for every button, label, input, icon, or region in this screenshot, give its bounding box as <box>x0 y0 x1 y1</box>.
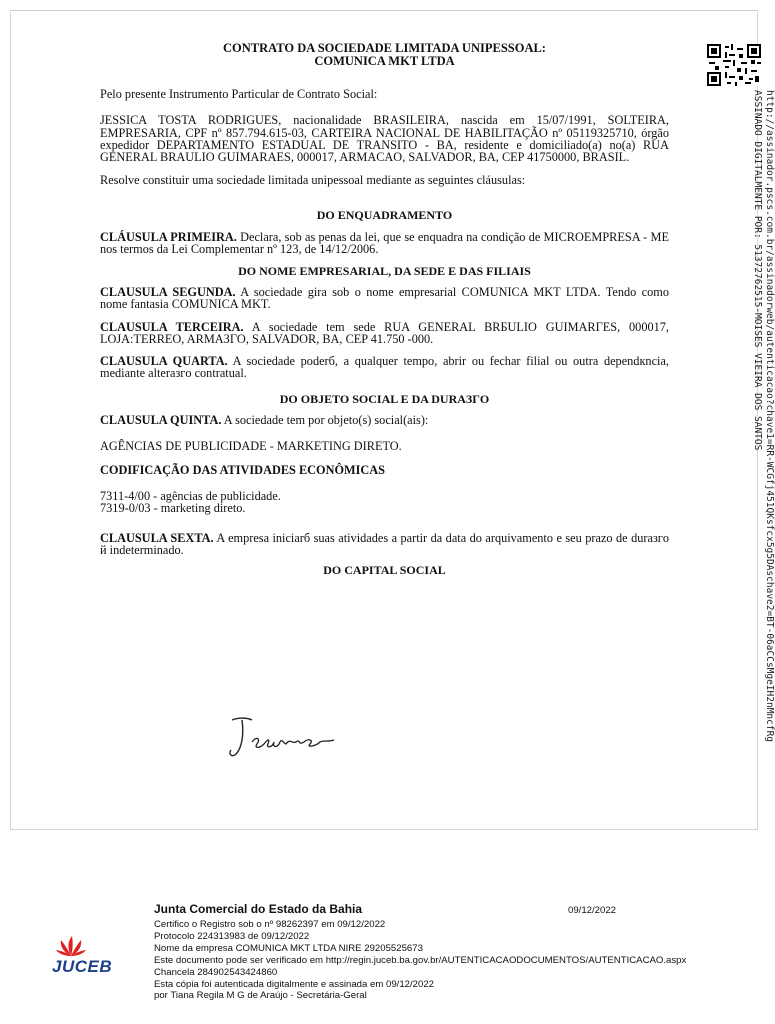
contract-title-line2: COMUNICA MKT LTDA <box>314 53 455 68</box>
clause-4-text: A sociedade poderб, a qualquer tempo, abrir ou fechar filial ou outra dependкncia, mediante alteraзгo contratual. <box>100 354 669 381</box>
clause-2 <box>100 286 669 311</box>
footer-line-secretaria: por Tiana Regila M G de Araújo - Secretária-Geral <box>154 990 367 1002</box>
footer-line-protocolo: Protocolo 224313983 de 09/12/2022 <box>154 930 310 942</box>
footer-org-name: Junta Comercial do Estado da Bahia <box>154 902 363 916</box>
resolve-paragraph: Resolve constituir uma sociedade limitada unipessoal mediante as seguintes cláusulas: <box>100 173 526 188</box>
clause-2-label: CLAUSULA SEGUNDA. <box>100 284 236 299</box>
activity-code-1: 7311-4/00 - agências de publicidade. <box>100 488 281 503</box>
heading-nome-sede: DO NOME EMPRESARIAL, DA SEDE E DAS FILIAIS <box>238 263 531 278</box>
clause-3 <box>100 321 669 346</box>
clause-4-label: CLAUSULA QUARTA. <box>100 354 228 369</box>
clause-5-label: CLAUSULA QUINTA. <box>100 413 222 428</box>
contract-title-line1: CONTRATO DA SOCIEDADE LIMITADA UNIPESSOAL: <box>223 41 546 55</box>
footer-line-autenticada: Esta cópia foi autenticada digitalmente e assinada em 09/12/2022 <box>154 978 435 990</box>
heading-codificacao: CODIFICAÇÃO DAS ATIVIDADES ECONÔMICAS <box>100 462 386 477</box>
clause-5 <box>100 414 669 426</box>
footer-line-chancela: Chancela 284902543424860 <box>154 966 278 978</box>
party-qualification: JESSICA TOSTA RODRIGUES, nacionalidade BRASILEIRA, nascida em 15/07/1991, SOLTEIRA, EMPRESARIA, CPF nº 857.794.615-03, CARTEIRA NACIONAL DE HABILITAÇÃO nº 05119325710, órgão expedidor DEPARTAMENTO ESTADUAL DE TRANSITO - BA, residente e domiciliado(a) no(a) RUA GENERAL BRAULIO GUIMARAES, 000017, ARMACAO, SALVADOR, BA, CEP 41750000, BRASIL. <box>100 113 669 165</box>
digital-signature-stamp <box>751 90 775 742</box>
footer-line-registro: Certifico o Registro sob o nº 98262397 em 09/12/2022 <box>154 919 386 930</box>
top-rule <box>10 10 758 11</box>
signature-image <box>226 714 346 764</box>
footer-date: 09/12/2022 <box>568 905 617 916</box>
clause-6 <box>100 532 669 557</box>
clause-4 <box>100 355 669 380</box>
clause-1-label: CLÁUSULA PRIMEIRA. <box>100 230 237 245</box>
activity-code-2: 7319-0/03 - marketing direto. <box>100 501 246 516</box>
contract-body <box>100 42 669 576</box>
clause-1 <box>100 231 669 256</box>
clause-3-text: A sociedade tem sede RUA GENERAL BRБULIO GUIMARГES, 000017, LOJA:TERREO, ARMAЗГO, SALVADOR, BA, CEP 41.750 -000. <box>100 319 669 346</box>
clause-2-text: A sociedade gira sob o nome empresarial COMUNICA MKT LTDA. Tendo como nome fantasia COMUNICA MKT. <box>100 284 669 312</box>
clause-5-text: A sociedade tem por objeto(s) social(ais): <box>221 413 429 428</box>
footer-line-empresa: Nome da empresa COMUNICA MKT LTDA NIRE 29205525673 <box>154 942 423 954</box>
qr-code <box>707 44 761 86</box>
certification-footer <box>154 902 754 1002</box>
heading-capital: DO CAPITAL SOCIAL <box>323 563 446 578</box>
verification-url[interactable]: http://assinador.pscs.com.br/assinadorweb/autenticacao?chave1=RR-WCGfj451QKsfcx5g5DAschave2=BT-06aCCsMgeIH2nMncfRg <box>764 90 775 743</box>
clause-6-label: CLAUSULA SEXTA. <box>100 530 214 545</box>
clause-6-text: A empresa iniciarб suas atividades a partir da data do arquivamento e seu prazo de duraзгo й indeterminado. <box>100 530 669 557</box>
footer-line-verificacao[interactable]: Este documento pode ser verificado em http://regin.juceb.ba.gov.br/AUTENTICACAODOCUMENTOS/AUTENTICACAO.aspx <box>154 954 687 966</box>
signed-by: ASSINADO DIGITALMENTE POR: 51372762515-MOISES VIEIRA DOS SANTOS <box>752 90 763 451</box>
heading-enquadramento: DO ENQUADRAMENTO <box>316 207 453 222</box>
heading-objeto: DO OBJETO SOCIAL E DA DURAЗГO <box>279 391 490 406</box>
activities: AGÊNCIAS DE PUBLICIDADE - MARKETING DIRETO. <box>100 439 402 454</box>
clause-1-text: Declara, sob as penas da lei, que se enquadra na condição de MICROEMPRESA - ME nos termos da Lei Complementar nº 123, de 14/12/2006. <box>100 230 669 257</box>
clause-3-label: CLAUSULA TERCEIRA. <box>100 319 244 334</box>
intro-paragraph: Pelo presente Instrumento Particular de Contrato Social: <box>100 87 378 101</box>
juceb-logo-text: JUCEB <box>52 957 113 976</box>
